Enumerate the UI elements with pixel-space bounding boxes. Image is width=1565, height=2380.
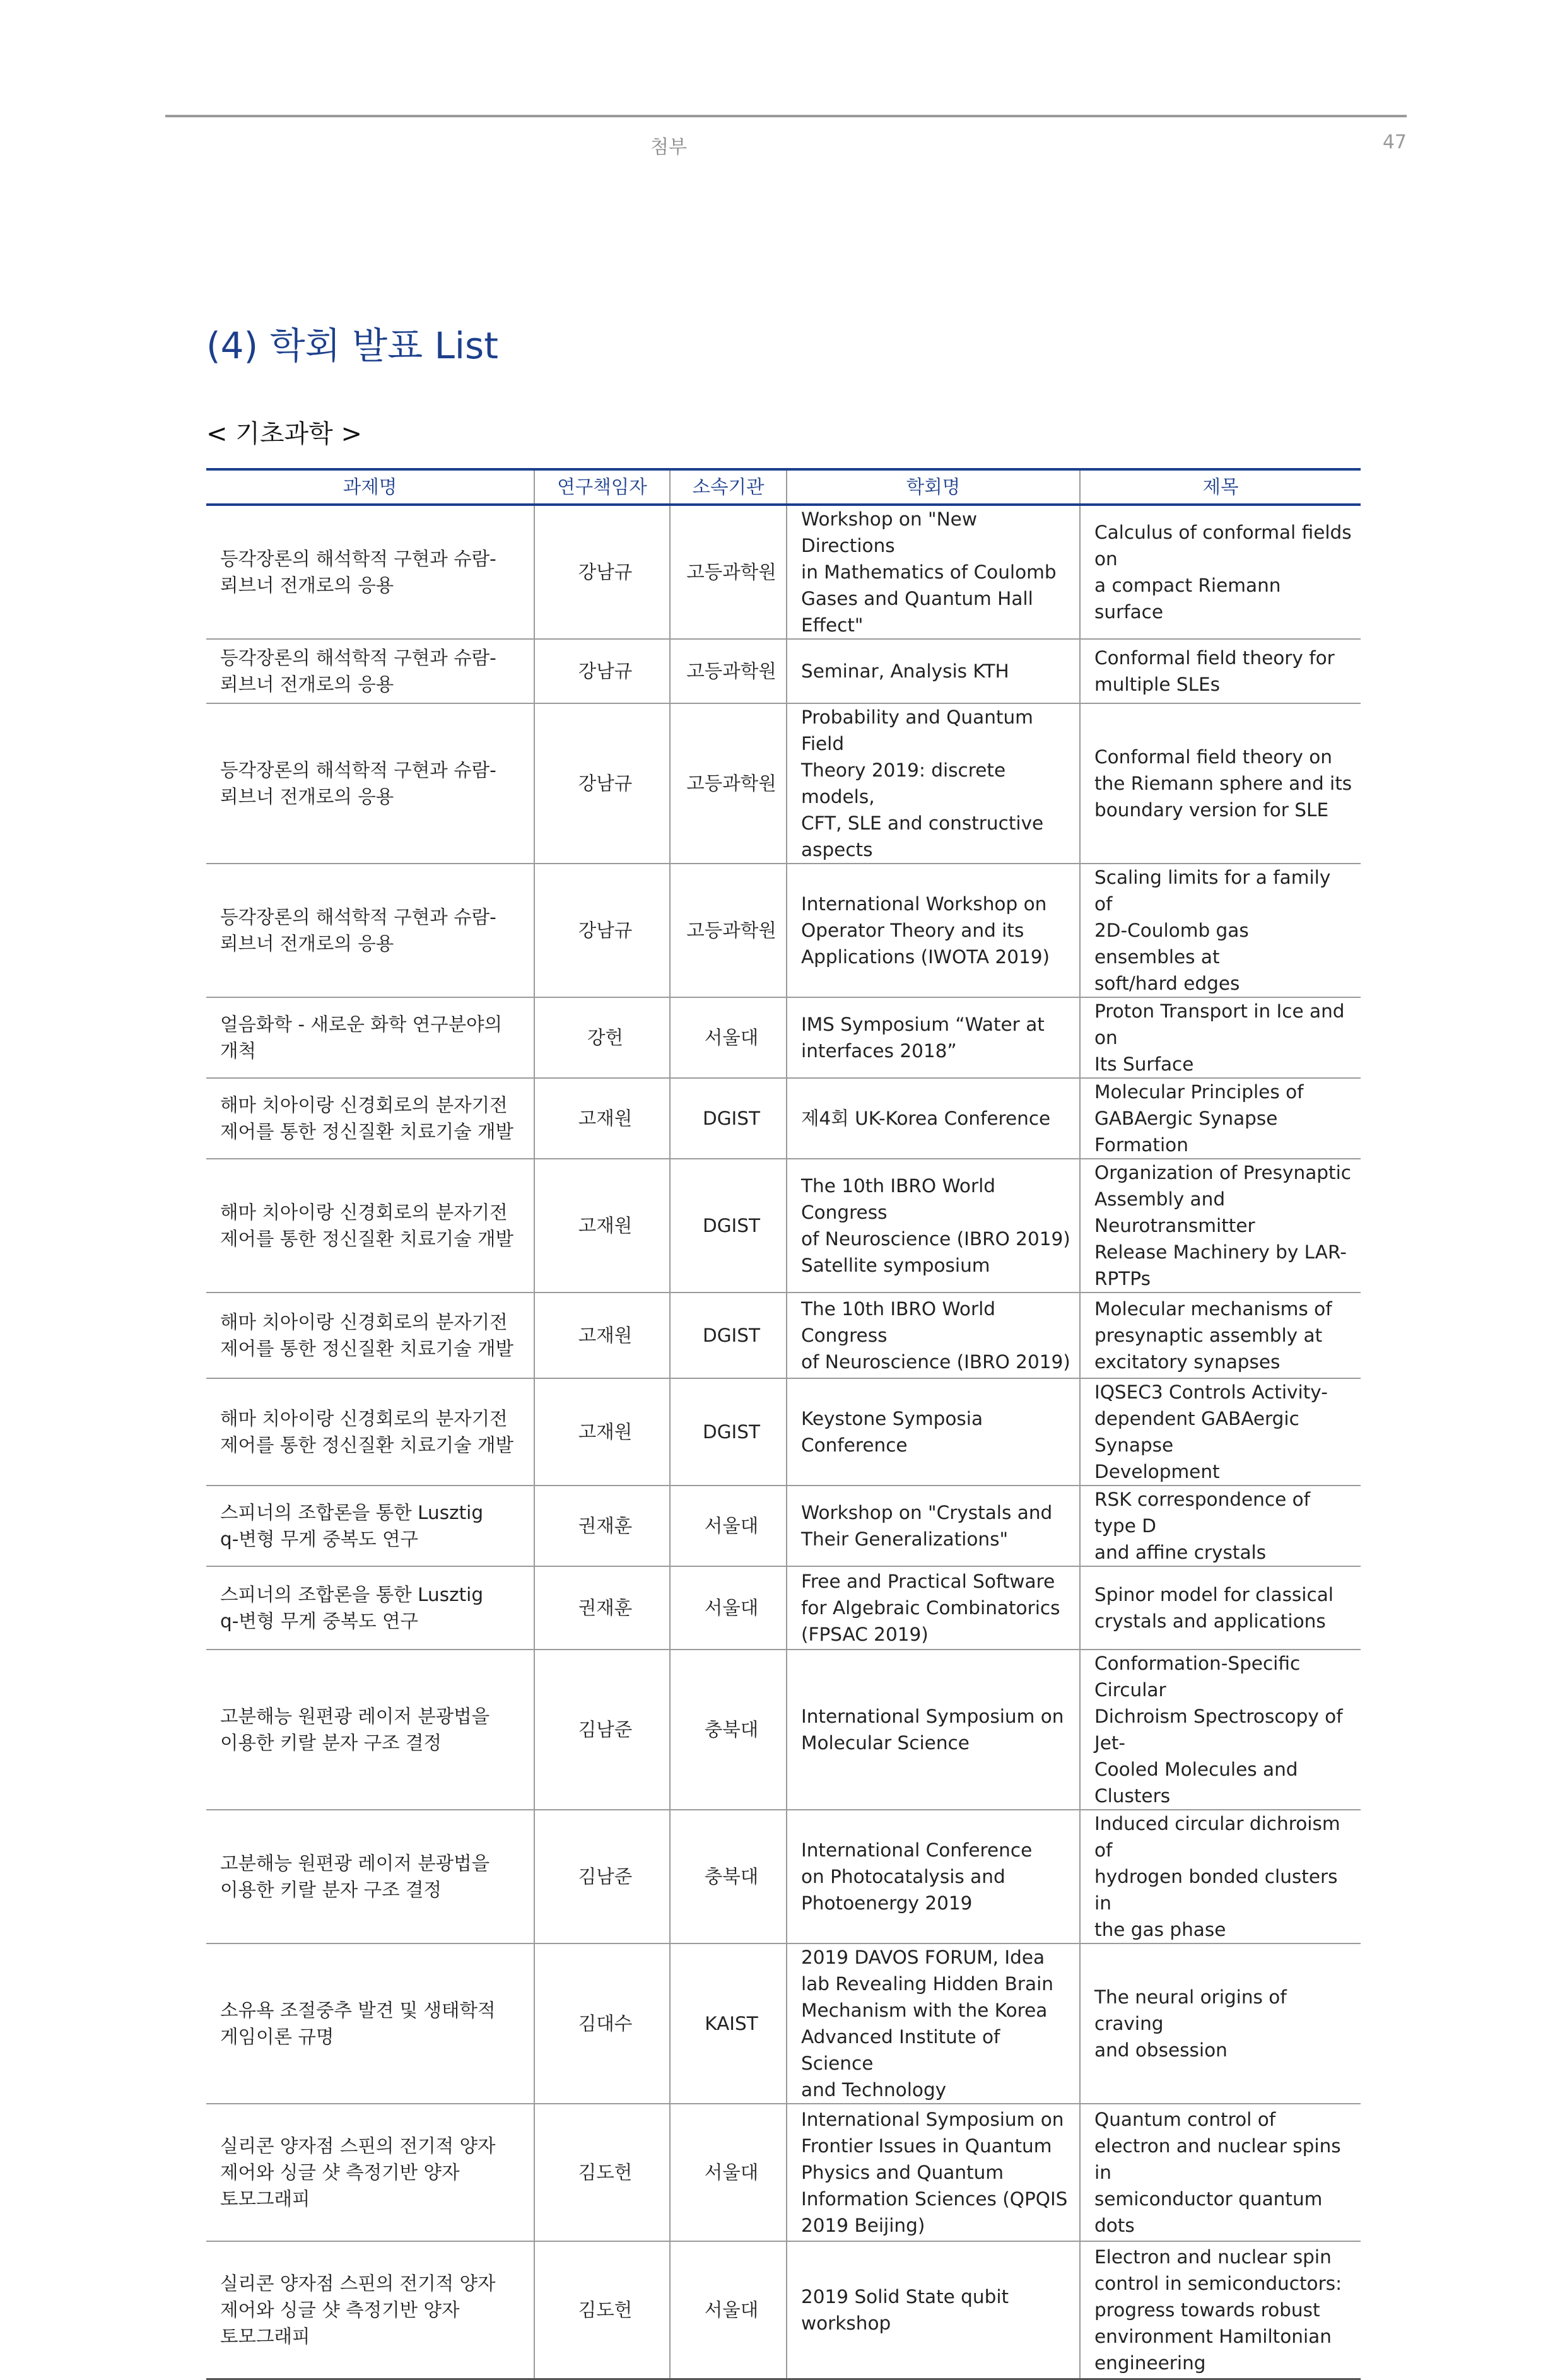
cell-task (206, 1943, 534, 2104)
cell-task (206, 1486, 534, 1566)
table-row (206, 2104, 1361, 2241)
cell-title (1080, 1378, 1361, 1486)
cell-person-text: 고재원 (578, 1108, 633, 1129)
cell-title-text: RSK correspondence of type D and affine crystals (1094, 1489, 1311, 1563)
cell-title-text: Molecular mechanisms of presynaptic assembly at excitatory synapses (1094, 1298, 1332, 1373)
cell-conference-text: Workshop on "New Directions in Mathematics of Coulomb Gases and Quantum Hall Effect" (801, 508, 1057, 636)
cell-person (534, 1650, 670, 1810)
cell-person-text: 강남규 (578, 660, 633, 682)
cell-conference (787, 1566, 1080, 1650)
cell-title-text: Organization of Presynaptic Assembly and Neurotransmitter Release Machinery by LAR- RPTPs (1094, 1162, 1351, 1289)
cell-person (534, 1943, 670, 2104)
table-row (206, 505, 1361, 639)
cell-task-text: 고분해능 원편광 레이저 분광법을 이용한 키랄 분자 구조 결정 (220, 1853, 490, 1901)
cell-institution (670, 703, 787, 864)
cell-person-text: 김남준 (578, 1866, 633, 1887)
cell-person (534, 505, 670, 639)
cell-person-text: 김남준 (578, 1719, 633, 1740)
cell-task-text: 고분해능 원편광 레이저 분광법을 이용한 키랄 분자 구조 결정 (220, 1706, 490, 1754)
cell-task (206, 1378, 534, 1486)
cell-conference-text: IMS Symposium “Water at interfaces 2018” (801, 1014, 1045, 1062)
cell-task (206, 1810, 534, 1943)
cell-task (206, 2241, 534, 2379)
cell-task (206, 505, 534, 639)
cell-institution (670, 639, 787, 703)
cell-institution (670, 997, 787, 1078)
cell-task (206, 703, 534, 864)
cell-conference-text: 제4회 UK-Korea Conference (801, 1108, 1051, 1129)
cell-conference-text: Seminar, Analysis KTH (801, 660, 1009, 682)
cell-conference-text: 2019 Solid State qubit workshop (801, 2285, 1009, 2334)
cell-title (1080, 1159, 1361, 1293)
cell-institution (670, 1566, 787, 1650)
table-row (206, 1293, 1361, 1378)
cell-institution-text: 서울대 (704, 1027, 759, 1048)
cell-person-text: 고재원 (578, 1421, 633, 1443)
cell-person (534, 639, 670, 703)
cell-title-text: Quantum control of electron and nuclear spins in semiconductor quantum dots (1094, 2109, 1341, 2236)
cell-institution (670, 864, 787, 997)
cell-conference-text: International Symposium on Frontier Issues in Quantum Physics and Quantum Information Sciences (QPQIS 2019 Beijing) (801, 2109, 1068, 2236)
cell-person (534, 703, 670, 864)
column-header-conference: 학회명 (787, 469, 1080, 505)
presentation-table (206, 468, 1361, 2380)
cell-institution-text: 고등과학원 (686, 773, 777, 794)
cell-title-text: Calculus of conformal fields on a compact Riemann surface (1094, 522, 1352, 623)
cell-institution-text: DGIST (702, 1215, 761, 1236)
cell-conference (787, 997, 1080, 1078)
cell-title (1080, 1078, 1361, 1159)
cell-title-text: IQSEC3 Controls Activity- dependent GABAergic Synapse Development (1094, 1381, 1328, 1482)
cell-conference-text: The 10th IBRO World Congress of Neuroscience (IBRO 2019) (801, 1298, 1070, 1373)
cell-title (1080, 2104, 1361, 2241)
cell-person (534, 1378, 670, 1486)
cell-institution-text: 서울대 (704, 2162, 759, 2183)
cell-person (534, 1159, 670, 1293)
column-header-title: 제목 (1080, 469, 1361, 505)
cell-task-text: 해마 치아이랑 신경회로의 분자기전 제어를 통한 정신질환 치료기술 개발 (220, 1408, 513, 1456)
table-row (206, 639, 1361, 703)
cell-person-text: 강남규 (578, 773, 633, 794)
cell-title (1080, 2241, 1361, 2379)
cell-title (1080, 639, 1361, 703)
cell-title-text: Induced circular dichroism of hydrogen bonded clusters in the gas phase (1094, 1813, 1340, 1940)
cell-conference (787, 2241, 1080, 2379)
cell-conference-text: Probability and Quantum Field Theory 2019: discrete models, CFT, SLE and constructive aspects (801, 706, 1044, 860)
cell-task-text: 해마 치아이랑 신경회로의 분자기전 제어를 통한 정신질환 치료기술 개발 (220, 1094, 513, 1142)
cell-conference (787, 1159, 1080, 1293)
cell-title (1080, 1486, 1361, 1566)
table-row (206, 2241, 1361, 2379)
cell-institution-text: DGIST (702, 1421, 761, 1443)
cell-person (534, 1078, 670, 1159)
cell-title-text: Molecular Principles of GABAergic Synapse Formation (1094, 1081, 1304, 1156)
cell-person (534, 1566, 670, 1650)
cell-institution-text: DGIST (702, 1325, 761, 1346)
cell-conference (787, 1078, 1080, 1159)
cell-task (206, 1159, 534, 1293)
cell-person-text: 강헌 (587, 1027, 623, 1048)
cell-institution (670, 1943, 787, 2104)
cell-title-text: Conformation-Specific Circular Dichroism Spectroscopy of Jet- Cooled Molecules and Clusters (1094, 1653, 1343, 1807)
cell-conference-text: Workshop on "Crystals and Their Generalizations" (801, 1502, 1053, 1550)
cell-person-text: 권재훈 (578, 1515, 633, 1537)
table-header-row (206, 469, 1361, 505)
table-row (206, 864, 1361, 997)
cell-task (206, 1078, 534, 1159)
cell-person-text: 김도헌 (578, 2299, 633, 2321)
cell-person (534, 1810, 670, 1943)
cell-institution (670, 1159, 787, 1293)
cell-task-text: 얼음화학 - 새로운 화학 연구분야의 개척 (220, 1014, 503, 1062)
cell-title (1080, 1650, 1361, 1810)
cell-institution-text: 고등과학원 (686, 561, 777, 583)
cell-conference (787, 1943, 1080, 2104)
cell-title-text: Conformal field theory on the Riemann sphere and its boundary version for SLE (1094, 746, 1352, 821)
table-row (206, 1943, 1361, 2104)
table-row (206, 997, 1361, 1078)
cell-institution (670, 1650, 787, 1810)
cell-conference-text: International Workshop on Operator Theory and its Applications (IWOTA 2019) (801, 893, 1050, 968)
cell-person (534, 1486, 670, 1566)
cell-title-text: The neural origins of craving and obsession (1094, 1986, 1287, 2061)
cell-person (534, 1293, 670, 1378)
column-header-institution: 소속기관 (670, 469, 787, 505)
cell-title-text: Conformal field theory for multiple SLEs (1094, 647, 1335, 695)
table-row (206, 1159, 1361, 1293)
cell-task-text: 등각장론의 해석학적 구현과 슈람- 뢰브너 전개로의 응용 (220, 906, 496, 954)
cell-task (206, 1566, 534, 1650)
cell-title (1080, 1810, 1361, 1943)
cell-title-text: Electron and nuclear spin control in semiconductors: progress towards robust environment Hamiltonian engineering (1094, 2246, 1342, 2374)
cell-task-text: 스피너의 조합론을 통한 Lusztig q-변형 무게 중복도 연구 (220, 1584, 484, 1632)
cell-title-text: Proton Transport in Ice and on Its Surface (1094, 1000, 1345, 1075)
cell-title (1080, 1943, 1361, 2104)
cell-institution-text: 충북대 (704, 1866, 759, 1887)
cell-institution (670, 1293, 787, 1378)
cell-task (206, 1650, 534, 1810)
cell-title-text: Scaling limits for a family of 2D-Coulomb gas ensembles at soft/hard edges (1094, 867, 1331, 994)
page-title: (4) 학회 발표 List (206, 324, 498, 367)
table-row (206, 1378, 1361, 1486)
table-row (206, 1566, 1361, 1650)
cell-task-text: 등각장론의 해석학적 구현과 슈람- 뢰브너 전개로의 응용 (220, 759, 496, 807)
table-row (206, 1486, 1361, 1566)
column-header-task: 과제명 (206, 469, 534, 505)
cell-task-text: 소유욕 조절중추 발견 및 생태학적 게임이론 규명 (220, 2000, 496, 2048)
table-body (206, 505, 1361, 2379)
cell-institution (670, 1810, 787, 1943)
cell-conference (787, 2104, 1080, 2241)
cell-task-text: 스피너의 조합론을 통한 Lusztig q-변형 무게 중복도 연구 (220, 1502, 484, 1550)
cell-person-text: 권재훈 (578, 1597, 633, 1619)
cell-conference-text: Free and Practical Software for Algebraic Combinatorics (FPSAC 2019) (801, 1571, 1060, 1645)
cell-title (1080, 1566, 1361, 1650)
cell-institution-text: 서울대 (704, 1515, 759, 1537)
cell-title (1080, 703, 1361, 864)
cell-institution-text: DGIST (702, 1108, 761, 1129)
cell-institution (670, 505, 787, 639)
cell-task (206, 997, 534, 1078)
cell-person (534, 2104, 670, 2241)
cell-title-text: Spinor model for classical crystals and applications (1094, 1584, 1333, 1632)
cell-institution (670, 1078, 787, 1159)
cell-task-text: 실리콘 양자점 스핀의 전기적 양자 제어와 싱글 샷 측정기반 양자 토모그래피 (220, 2135, 496, 2210)
cell-institution-text: 고등과학원 (686, 920, 777, 941)
page-number: 47 (1382, 131, 1407, 153)
cell-task (206, 1293, 534, 1378)
cell-conference-text: International Conference on Photocatalysis and Photoenergy 2019 (801, 1839, 1033, 1914)
cell-institution (670, 2241, 787, 2379)
cell-institution-text: 서울대 (704, 1597, 759, 1619)
header-section-label: 첨부 (650, 136, 687, 158)
cell-conference-text: Keystone Symposia Conference (801, 1408, 983, 1456)
cell-institution-text: KAIST (705, 2013, 758, 2034)
cell-institution-text: 서울대 (704, 2299, 759, 2321)
cell-person (534, 997, 670, 1078)
column-header-person: 연구책임자 (534, 469, 670, 505)
cell-conference (787, 1378, 1080, 1486)
cell-conference-text: The 10th IBRO World Congress of Neuroscience (IBRO 2019) Satellite symposium (801, 1175, 1070, 1276)
cell-task-text: 등각장론의 해석학적 구현과 슈람- 뢰브너 전개로의 응용 (220, 647, 496, 695)
cell-person-text: 김대수 (578, 2013, 633, 2034)
cell-title (1080, 1293, 1361, 1378)
cell-conference (787, 1486, 1080, 1566)
cell-person (534, 2241, 670, 2379)
cell-conference (787, 1650, 1080, 1810)
cell-conference (787, 639, 1080, 703)
cell-conference (787, 505, 1080, 639)
cell-task (206, 864, 534, 997)
cell-institution (670, 1486, 787, 1566)
cell-task-text: 해마 치아이랑 신경회로의 분자기전 제어를 통한 정신질환 치료기술 개발 (220, 1202, 513, 1250)
cell-conference-text: 2019 DAVOS FORUM, Idea lab Revealing Hidden Brain Mechanism with the Korea Advanced Institute of Science and Technology (801, 1947, 1053, 2101)
cell-person (534, 864, 670, 997)
cell-conference (787, 864, 1080, 997)
table-row (206, 703, 1361, 864)
cell-task (206, 639, 534, 703)
cell-person-text: 김도헌 (578, 2162, 633, 2183)
cell-title (1080, 997, 1361, 1078)
cell-conference (787, 1810, 1080, 1943)
cell-conference-text: International Symposium on Molecular Science (801, 1706, 1064, 1754)
section-subtitle: < 기초과학 > (206, 419, 363, 448)
table-row (206, 1078, 1361, 1159)
cell-person-text: 강남규 (578, 920, 633, 941)
cell-task (206, 2104, 534, 2241)
cell-institution (670, 2104, 787, 2241)
table-row (206, 1810, 1361, 1943)
table-row (206, 1650, 1361, 1810)
cell-title (1080, 864, 1361, 997)
cell-institution-text: 충북대 (704, 1719, 759, 1740)
cell-person-text: 고재원 (578, 1215, 633, 1236)
header-rule (165, 115, 1407, 117)
cell-institution-text: 고등과학원 (686, 660, 777, 682)
cell-task-text: 등각장론의 해석학적 구현과 슈람- 뢰브너 전개로의 응용 (220, 548, 496, 596)
cell-person-text: 강남규 (578, 561, 633, 583)
cell-task-text: 해마 치아이랑 신경회로의 분자기전 제어를 통한 정신질환 치료기술 개발 (220, 1311, 513, 1359)
cell-institution (670, 1378, 787, 1486)
cell-conference (787, 1293, 1080, 1378)
cell-task-text: 실리콘 양자점 스핀의 전기적 양자 제어와 싱글 샷 측정기반 양자 토모그래피 (220, 2272, 496, 2347)
cell-title (1080, 505, 1361, 639)
cell-conference (787, 703, 1080, 864)
cell-person-text: 고재원 (578, 1325, 633, 1346)
